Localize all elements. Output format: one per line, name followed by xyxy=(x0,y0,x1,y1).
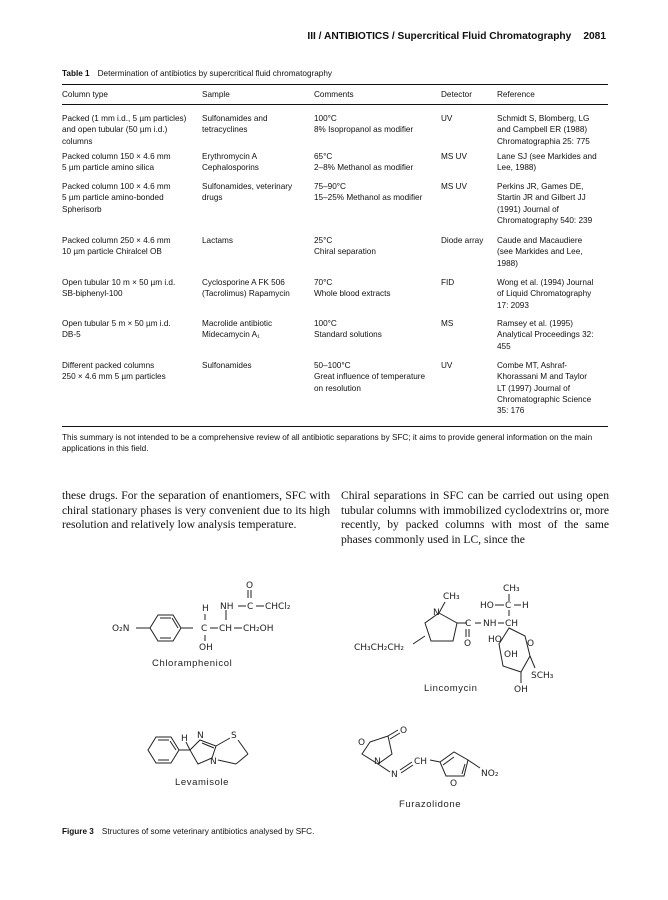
lincomycin-atom-h: H xyxy=(522,601,529,611)
levamisole-diagram xyxy=(142,724,262,774)
cell-comments: 100°C Standard solutions xyxy=(314,319,382,340)
lincomycin-atom-n: N xyxy=(433,608,440,618)
cell-comments: 65°C 2–8% Methanol as modifier xyxy=(314,152,414,173)
levamisole-atom-h: H xyxy=(181,734,188,744)
lincomycin-atom-ho: HO xyxy=(480,601,494,611)
cell-sample: Sulfonamides xyxy=(202,361,252,370)
cell-sample: Erythromycin A Cephalosporins xyxy=(202,152,259,173)
furazolidone-diagram xyxy=(348,724,518,789)
table-bottom-rule xyxy=(62,426,608,427)
levamisole-structure xyxy=(142,724,262,779)
cell-sample: Lactams xyxy=(202,236,233,245)
cell-detector: UV xyxy=(441,361,453,370)
chloramphenicol-atom-h: H xyxy=(202,604,209,614)
page-number: 2081 xyxy=(583,31,606,42)
levamisole-atom-n-ring: N xyxy=(210,757,217,767)
cell-comments: 70°C Whole blood extracts xyxy=(314,278,391,299)
cell-reference: Perkins JR, Games DE, Startin JR and Gilbert JJ (1991) Journal of Chromatography 540: 239 xyxy=(497,182,593,225)
running-head-title: III / ANTIBIOTICS / Supercritical Fluid Chromatography xyxy=(307,31,572,42)
furazolidone-atom-n-imine: N xyxy=(391,770,398,780)
chloramphenicol-atom-o2n: O₂N xyxy=(112,624,130,634)
table-header-rule xyxy=(62,104,608,105)
running-head xyxy=(307,31,606,42)
table-caption-text: Determination of antibiotics by supercritical fluid chromatography xyxy=(97,69,332,78)
chloramphenicol-atom-nh: NH xyxy=(220,602,234,612)
cell-column-type: Packed (1 mm i.d., 5 µm particles) and open tubular (50 µm i.d.) columns xyxy=(62,114,187,146)
lincomycin-atom-c-side: C xyxy=(505,601,512,611)
furazolidone-atom-o-furan: O xyxy=(450,779,458,789)
cell-detector: MS xyxy=(441,319,454,328)
header-column-type: Column type xyxy=(62,90,108,99)
chloramphenicol-label: Chloramphenicol xyxy=(152,658,233,669)
cell-detector: Diode array xyxy=(441,236,484,245)
cell-comments: 75–90°C 15–25% Methanol as modifier xyxy=(314,182,423,203)
body-text-left-column: these drugs. For the separation of enantiomers, SFC with chiral stationary phases is very convenient due to its high resolution and relatively low analysis temperature. xyxy=(62,489,330,532)
cell-detector: UV xyxy=(441,114,453,123)
cell-sample: Cyclosporine A FK 506 (Tacrolimus) Rapamycin xyxy=(202,278,290,299)
lincomycin-atom-ho-ring: HO xyxy=(488,635,502,645)
furazolidone-structure xyxy=(348,724,518,794)
cell-reference: Schmidt S, Blomberg, LG and Campbell ER (1988) Chromatographia 25: 775 xyxy=(497,114,590,146)
cell-column-type: Open tubular 5 m × 50 µm i.d. DB-5 xyxy=(62,319,171,340)
cell-sample: Macrolide antibiotic Midecamycin A₁ xyxy=(202,319,273,340)
figure-caption xyxy=(62,827,314,836)
lincomycin-atom-sch3: SCH₃ xyxy=(531,671,554,681)
lincomycin-atom-ch: CH xyxy=(505,619,519,629)
cell-detector: MS UV xyxy=(441,182,467,191)
table-header xyxy=(62,90,608,102)
cell-detector: FID xyxy=(441,278,455,287)
levamisole-label: Levamisole xyxy=(175,777,230,788)
cell-reference: Caude and Macaudiere (see Markides and Lee, 1988) xyxy=(497,236,583,268)
cell-column-type: Packed column 250 × 4.6 mm 10 µm particle Chiralcel OB xyxy=(62,236,171,257)
lincomycin-atom-propyl: CH₃CH₂CH₂ xyxy=(354,643,404,653)
cell-sample: Sulfonamides, veterinary drugs xyxy=(202,182,293,203)
header-comments: Comments xyxy=(314,90,354,99)
table-top-rule xyxy=(62,84,608,85)
cell-column-type: Packed column 150 × 4.6 mm 5 µm particle amino silica xyxy=(62,152,171,173)
cell-reference: Wong et al. (1994) Journal of Liquid Chromatography 17: 2093 xyxy=(497,278,594,310)
body-text-right-column: Chiral separations in SFC can be carried out using open tubular columns with immobilized cyclodextrins or, more recently, by packed columns with most of the same phases commonly used in LC, since the xyxy=(341,489,609,546)
chloramphenicol-atom-ch2oh: CH₂OH xyxy=(243,624,274,634)
cell-reference: Ramsey et al. (1995) Analytical Proceedings 32: 455 xyxy=(497,319,594,351)
lincomycin-diagram xyxy=(353,578,583,698)
cell-column-type: Packed column 100 × 4.6 mm 5 µm particle amino-bonded Spherisorb xyxy=(62,182,171,214)
cell-column-type: Different packed columns 250 × 4.6 mm 5 µm particles xyxy=(62,361,166,382)
furazolidone-atom-o-carbonyl: O xyxy=(400,726,408,736)
cell-detector: MS UV xyxy=(441,152,467,161)
cell-comments: 100°C 8% Isopropanol as modifier xyxy=(314,114,414,135)
cell-comments: 50–100°C Great influence of temperature on resolution xyxy=(314,361,426,393)
chloramphenicol-structure xyxy=(108,578,308,658)
cell-column-type: Open tubular 10 m × 50 µm i.d. SB-biphenyl-100 xyxy=(62,278,176,299)
cell-reference: Lane SJ (see Markides and Lee, 1988) xyxy=(497,152,597,173)
table-caption xyxy=(62,69,332,78)
chloramphenicol-atom-chcl2: CHCl₂ xyxy=(265,602,291,612)
levamisole-atom-n-top: N xyxy=(197,731,204,741)
cell-sample: Sulfonamides and tetracyclines xyxy=(202,114,268,135)
chloramphenicol-atom-c-central: C xyxy=(201,624,208,634)
lincomycin-label: Lincomycin xyxy=(424,683,478,694)
header-reference: Reference xyxy=(497,90,535,99)
table-footnote: This summary is not intended to be a comprehensive review of all antibiotic separations by SFC; it aims to provide general information on the main applications in this field. xyxy=(62,433,593,454)
figure-label: Figure 3 xyxy=(62,827,94,836)
furazolidone-atom-no2: NO₂ xyxy=(481,769,499,779)
chloramphenicol-atom-o: O xyxy=(246,581,254,591)
header-detector: Detector xyxy=(441,90,472,99)
cell-reference: Combe MT, Ashraf- Khorassani M and Taylor LT (1997) Journal of Chromatographic Science 35: 176 xyxy=(497,361,592,416)
furazolidone-atom-o-ring: O xyxy=(358,738,366,748)
furazolidone-label: Furazolidone xyxy=(399,799,462,810)
lincomycin-atom-oh-bottom: OH xyxy=(514,685,528,695)
chloramphenicol-atom-oh: OH xyxy=(199,643,213,653)
levamisole-atom-s: S xyxy=(231,731,237,741)
chloramphenicol-diagram xyxy=(108,578,308,653)
furazolidone-atom-n-ring: N xyxy=(374,757,381,767)
table-label: Table 1 xyxy=(62,69,90,78)
lincomycin-atom-ch3-n: CH₃ xyxy=(443,592,460,602)
lincomycin-atom-o-amide: O xyxy=(464,639,472,649)
lincomycin-atom-ch3-top: CH₃ xyxy=(503,584,520,594)
cell-comments: 25°C Chiral separation xyxy=(314,236,376,257)
figure-caption-text: Structures of some veterinary antibiotics analysed by SFC. xyxy=(101,827,315,836)
lincomycin-atom-nh: NH xyxy=(483,619,497,629)
lincomycin-atom-oh-ring: OH xyxy=(504,650,518,660)
header-sample: Sample xyxy=(202,90,230,99)
lincomycin-atom-c-amide: C xyxy=(465,619,472,629)
chloramphenicol-atom-c-carbonyl: C xyxy=(247,602,254,612)
furazolidone-atom-ch: CH xyxy=(414,757,428,767)
lincomycin-atom-o-ring: O xyxy=(527,639,535,649)
chloramphenicol-atom-ch: CH xyxy=(219,624,233,634)
